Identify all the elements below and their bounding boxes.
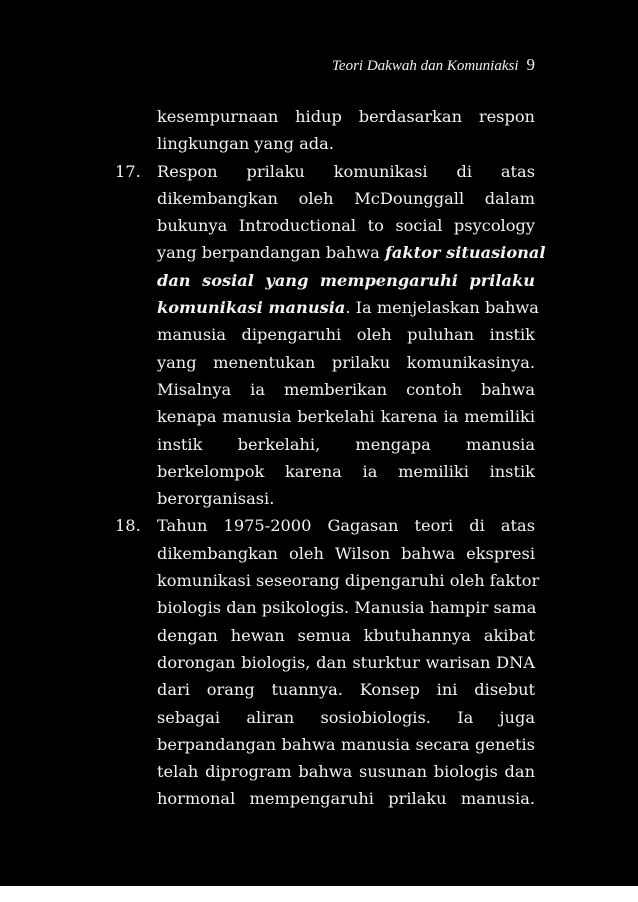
list-item-17 bbox=[115, 158, 535, 185]
page-number: 9 bbox=[526, 55, 535, 74]
list-item-18 bbox=[115, 512, 535, 539]
item-18-line-7: dari orang tuannya. Konsep ini disebut bbox=[157, 680, 535, 700]
item-17-line-13: berorganisasi. bbox=[157, 489, 275, 509]
item-17-line-12: berkelompok karena ia memiliki instik bbox=[157, 461, 535, 481]
running-title: Teori Dakwah dan Komuniaksi bbox=[331, 58, 519, 74]
item-17-emphasis-3: komunikasi manusia bbox=[157, 298, 346, 318]
item-18-line-4: biologis dan psikologis. Manusia hampir sama bbox=[157, 598, 537, 618]
item-18-line-6: dorongan biologis, dan sturktur warisan DNA bbox=[157, 652, 535, 672]
running-header bbox=[332, 55, 535, 75]
item-18-line-3: komunikasi seseorang dipengaruhi oleh faktor bbox=[157, 571, 540, 591]
body-text bbox=[115, 103, 546, 813]
item-17-line-11: instik berkelahi, mengapa manusia bbox=[157, 434, 535, 454]
list-number-17: 17. bbox=[115, 161, 141, 181]
item-17-line-2: dikembangkan oleh McDounggall dalam bbox=[157, 188, 535, 208]
item-18-line-9: berpandangan bahwa manusia secara genetis bbox=[157, 734, 535, 754]
item-18-line-8: sebagai aliran sosiobiologis. Ia juga bbox=[157, 707, 535, 727]
item-17-line-6-text: . Ia menjelaskan bahwa bbox=[345, 298, 539, 318]
continuation-line-2: lingkungan yang ada. bbox=[157, 134, 334, 154]
bottom-margin bbox=[0, 886, 638, 902]
item-17-line-7: manusia dipengaruhi oleh puluhan instik bbox=[157, 325, 535, 345]
item-17-line-1: Respon prilaku komunikasi di atas bbox=[157, 161, 535, 181]
item-18-line-2: dikembangkan oleh Wilson bahwa ekspresi bbox=[157, 543, 535, 563]
item-18-line-5: dengan hewan semua kbutuhannya akibat bbox=[157, 625, 535, 645]
item-18-line-1: Tahun 1975-2000 Gagasan teori di atas bbox=[157, 516, 535, 536]
item-17-emphasis-1: faktor situasional bbox=[384, 243, 546, 263]
list-number-18: 18. bbox=[115, 516, 141, 536]
item-17-line-6 bbox=[115, 294, 539, 321]
item-17-line-4 bbox=[115, 239, 546, 266]
item-18-line-11: hormonal mempengaruhi prilaku manusia. bbox=[157, 789, 535, 809]
item-17-line-3: bukunya Introductional to social psycology bbox=[157, 216, 535, 236]
item-17-line-9: Misalnya ia memberikan contoh bahwa bbox=[157, 379, 535, 399]
item-17-emphasis-2: dan sosial yang mempengaruhi prilaku bbox=[157, 270, 535, 290]
item-17-line-10: kenapa manusia berkelahi karena ia memiliki bbox=[157, 407, 535, 427]
item-18-line-10: telah diprogram bahwa susunan biologis dan bbox=[157, 762, 535, 782]
continuation-line-1: kesempurnaan hidup berdasarkan respon bbox=[157, 107, 535, 126]
item-17-line-8: yang menentukan prilaku komunikasinya. bbox=[157, 352, 535, 372]
item-17-line-4-text: yang berpandangan bahwa bbox=[157, 243, 385, 263]
